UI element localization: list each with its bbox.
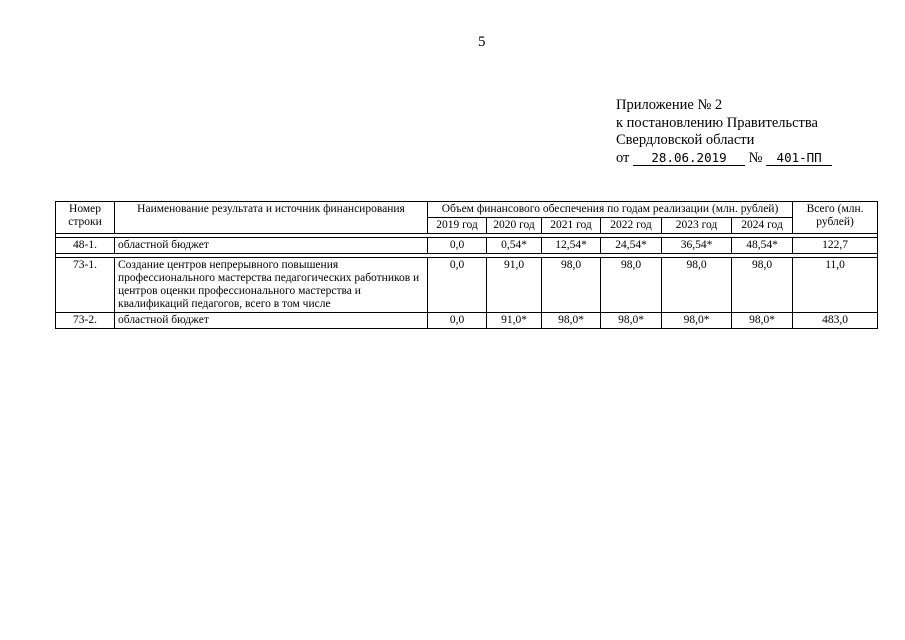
row-name: Создание центров непрерывного повышения профессионального мастерства педагогических работников и центров оценки профессионального мастерства и квалификаций педагогов, всего в том числе: [115, 258, 428, 313]
header-year-2020: 2020 год: [487, 218, 542, 234]
row-total: 483,0: [793, 313, 878, 329]
value-2021: 12,54*: [542, 238, 601, 254]
value-2024: 98,0: [732, 258, 793, 313]
value-2023: 98,0: [662, 258, 732, 313]
header-year-2019: 2019 год: [428, 218, 487, 234]
header-year-2021: 2021 год: [542, 218, 601, 234]
value-2019: 0,0: [428, 258, 487, 313]
resolution-number: 401-ПП: [766, 151, 832, 166]
resolution-date: 28.06.2019: [633, 151, 745, 166]
row-name: областной бюджет: [115, 238, 428, 254]
date-prefix: от: [616, 149, 630, 166]
row-name: областной бюджет: [115, 313, 428, 329]
value-2020: 91,0*: [487, 313, 542, 329]
value-2019: 0,0: [428, 313, 487, 329]
header-row-number: Номер строки: [56, 202, 115, 234]
header-total: Всего (млн. рублей): [793, 202, 878, 234]
appendix-line-3: Свердловской области: [616, 132, 755, 148]
value-2022: 98,0: [601, 258, 662, 313]
value-2022: 24,54*: [601, 238, 662, 254]
value-2020: 0,54*: [487, 238, 542, 254]
value-2021: 98,0: [542, 258, 601, 313]
header-name: Наименование результата и источник финансирования: [115, 202, 428, 234]
value-2024: 98,0*: [732, 313, 793, 329]
row-total: 122,7: [793, 238, 878, 254]
header-year-2024: 2024 год: [732, 218, 793, 234]
appendix-line-2: к постановлению Правительства: [616, 114, 818, 131]
value-2023: 36,54*: [662, 238, 732, 254]
value-2021: 98,0*: [542, 313, 601, 329]
financing-table: [55, 201, 878, 329]
appendix-block: [616, 97, 832, 167]
header-volume: Объем финансового обеспечения по годам реализации (млн. рублей): [428, 202, 793, 218]
appendix-title: Приложение № 2: [616, 97, 723, 113]
page-number: 5: [478, 34, 486, 50]
table-row: [56, 238, 878, 254]
appendix-date-line: [616, 150, 832, 168]
row-number: 48-1.: [56, 238, 115, 254]
row-number: 73-2.: [56, 313, 115, 329]
header-year-2022: 2022 год: [601, 218, 662, 234]
number-prefix: №: [748, 149, 763, 166]
value-2022: 98,0*: [601, 313, 662, 329]
row-number: 73-1.: [56, 258, 115, 313]
value-2024: 48,54*: [732, 238, 793, 254]
table-row: [56, 258, 878, 313]
value-2023: 98,0*: [662, 313, 732, 329]
value-2019: 0,0: [428, 238, 487, 254]
row-total: 11,0: [793, 258, 878, 313]
value-2020: 91,0: [487, 258, 542, 313]
table-row: [56, 313, 878, 329]
header-year-2023: 2023 год: [662, 218, 732, 234]
